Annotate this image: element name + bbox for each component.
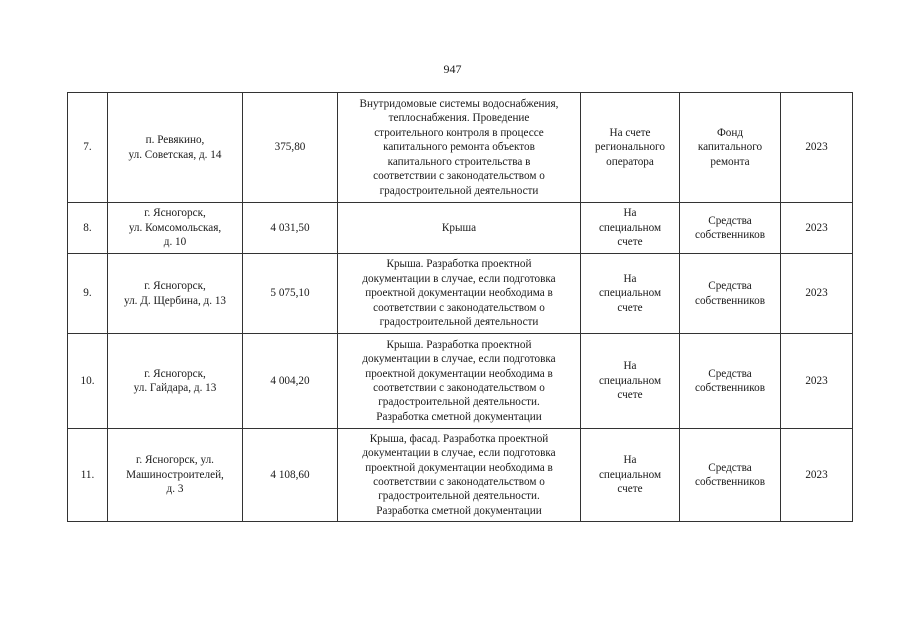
account-cell <box>581 254 680 334</box>
fund: Средства собственников <box>695 214 765 241</box>
year-cell <box>781 334 853 429</box>
year-cell <box>781 254 853 334</box>
year-cell <box>781 429 853 522</box>
year: 2023 <box>805 468 828 481</box>
row-number-cell <box>68 429 108 522</box>
year: 2023 <box>805 287 828 300</box>
address-cell <box>108 334 243 429</box>
account: На счете регионального оператора <box>595 126 665 168</box>
area: 5 075,10 <box>270 287 310 300</box>
address: г. Ясногорск, ул. Машиностроителей, д. 3 <box>126 454 224 496</box>
area-cell <box>243 334 338 429</box>
works: Крыша. Разработка проектной документации в случае, если подготовка проектной документации необходима в соответствии с законодательством о градостроительной деятельности. Разработка сметной документации <box>362 338 556 423</box>
works-cell <box>338 254 581 334</box>
account-cell <box>581 429 680 522</box>
address: г. Ясногорск, ул. Гайдара, д. 13 <box>133 367 217 394</box>
row-number-cell <box>68 93 108 203</box>
works: Крыша <box>441 221 477 234</box>
table-row <box>68 429 853 522</box>
row-number: 8. <box>83 221 92 234</box>
works: Крыша. Разработка проектной документации в случае, если подготовка проектной документации необходима в соответствии с законодательством о градостроительной деятельности <box>362 258 556 329</box>
year-cell <box>781 203 853 254</box>
account: На специальном счете <box>598 272 662 314</box>
works: Внутридомовые системы водоснабжения, теплоснабжения. Проведение строительного контроля в процессе капитального ремонта объектов капитального строительства в соответствии с законодательством о градостроительной деятельности <box>359 98 559 197</box>
year: 2023 <box>805 374 828 387</box>
fund-cell <box>680 254 781 334</box>
area: 4 004,20 <box>270 374 310 387</box>
address-cell <box>108 203 243 254</box>
address: г. Ясногорск, ул. Комсомольская, д. 10 <box>128 207 222 249</box>
row-number: 7. <box>83 141 92 154</box>
account-cell <box>581 334 680 429</box>
year: 2023 <box>805 141 828 154</box>
account-cell <box>581 93 680 203</box>
address-cell <box>108 254 243 334</box>
repair-registry-table <box>67 92 853 522</box>
table-row <box>68 93 853 203</box>
area-cell <box>243 429 338 522</box>
address-cell <box>108 93 243 203</box>
works-cell <box>338 93 581 203</box>
table-row <box>68 334 853 429</box>
works-cell <box>338 203 581 254</box>
row-number: 9. <box>83 287 92 300</box>
area: 4 108,60 <box>270 468 310 481</box>
works-cell <box>338 334 581 429</box>
area-cell <box>243 254 338 334</box>
table-row <box>68 203 853 254</box>
area: 375,80 <box>274 141 306 154</box>
fund: Средства собственников <box>695 280 765 307</box>
account: На специальном счете <box>598 207 662 249</box>
area-cell <box>243 93 338 203</box>
row-number-cell <box>68 334 108 429</box>
row-number-cell <box>68 254 108 334</box>
year-cell <box>781 93 853 203</box>
page-number: 947 <box>443 62 462 76</box>
address: г. Ясногорск, ул. Д. Щербина, д. 13 <box>123 280 227 307</box>
fund-cell <box>680 334 781 429</box>
fund-cell <box>680 429 781 522</box>
row-number: 10. <box>80 374 95 387</box>
fund: Фонд капитального ремонта <box>697 126 763 168</box>
fund: Средства собственников <box>695 367 765 394</box>
works: Крыша, фасад. Разработка проектной документации в случае, если подготовка проектной документации необходима в соответствии с законодательством о градостроительной деятельности. Разработка сметной документации <box>362 432 556 517</box>
address: п. Ревякино, ул. Советская, д. 14 <box>128 134 222 161</box>
area-cell <box>243 203 338 254</box>
fund-cell <box>680 203 781 254</box>
works-cell <box>338 429 581 522</box>
account: На специальном счете <box>598 360 662 402</box>
fund-cell <box>680 93 781 203</box>
fund: Средства собственников <box>695 461 765 488</box>
account-cell <box>581 203 680 254</box>
table-row <box>68 254 853 334</box>
account: На специальном счете <box>598 454 662 496</box>
area: 4 031,50 <box>270 221 310 234</box>
row-number-cell <box>68 203 108 254</box>
row-number: 11. <box>80 468 95 481</box>
year: 2023 <box>805 221 828 234</box>
address-cell <box>108 429 243 522</box>
